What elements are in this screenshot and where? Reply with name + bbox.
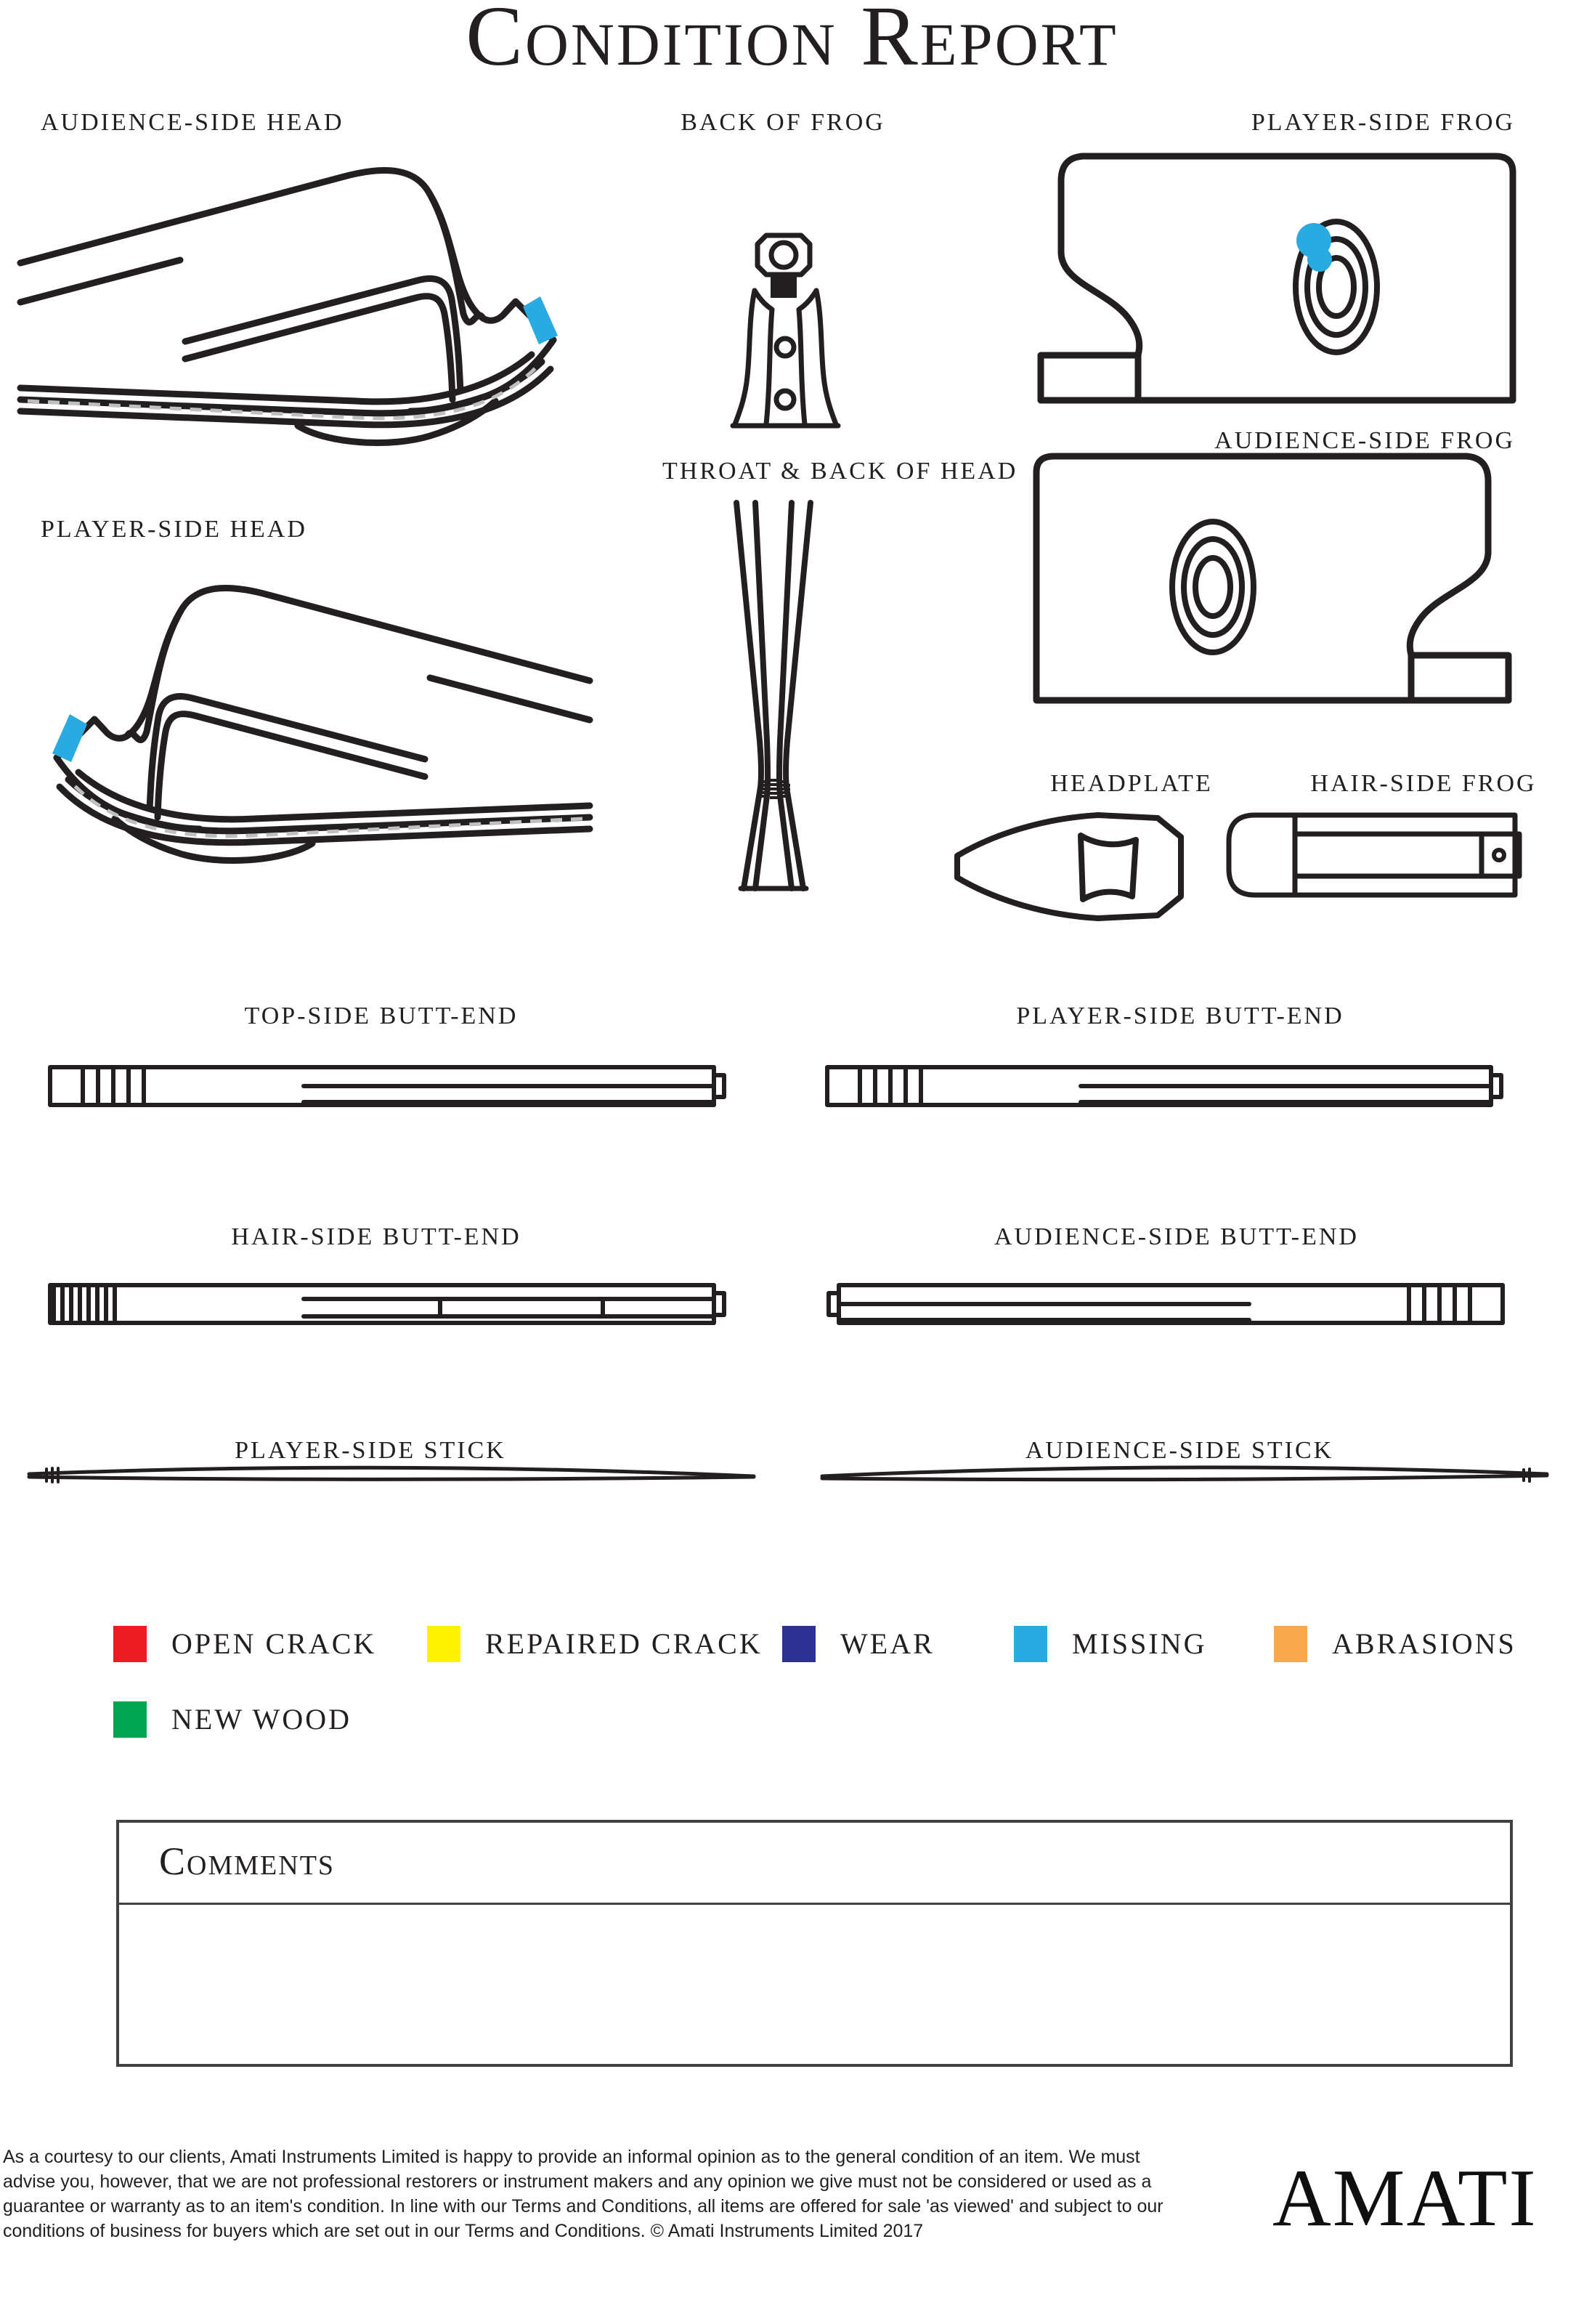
label-back-of-frog: BACK OF FROG (681, 109, 885, 136)
label-headplate: HEADPLATE (1050, 770, 1213, 797)
player-side-head-drawing (18, 563, 596, 875)
label-throat-back-of-head: THROAT & BACK OF HEAD (662, 458, 1018, 485)
audience-side-head-drawing (15, 145, 592, 458)
open-crack-swatch (113, 1626, 147, 1662)
throat-back-of-head-drawing (726, 501, 821, 890)
abrasions-swatch (1274, 1626, 1307, 1662)
legend-label: REPAIRED CRACK (485, 1627, 763, 1660)
hair-side-frog-drawing (1226, 812, 1524, 898)
audience-side-stick-drawing (818, 1462, 1551, 1488)
label-player-side-head: PLAYER-SIDE HEAD (41, 516, 307, 543)
legend-label: ABRASIONS (1332, 1627, 1516, 1660)
player-side-frog-drawing (1028, 149, 1522, 410)
missing-swatch (1014, 1626, 1047, 1662)
legend-label: OPEN CRACK (171, 1627, 377, 1660)
top-side-butt-end-drawing (48, 1065, 728, 1107)
amati-logo: AMATI (1272, 2153, 1538, 2243)
label-hair-side-frog: HAIR-SIDE FROG (1310, 770, 1537, 797)
comments-title: Comments (159, 1839, 336, 1883)
label-player-side-butt-end: PLAYER-SIDE BUTT-END (1016, 1003, 1344, 1029)
wear-swatch (782, 1626, 816, 1662)
comments-header (119, 1823, 1510, 1905)
label-hair-side-butt-end: HAIR-SIDE BUTT-END (231, 1223, 521, 1250)
label-audience-side-stick: AUDIENCE-SIDE STICK (1025, 1437, 1334, 1464)
hair-side-butt-end-drawing (48, 1283, 728, 1325)
audience-side-frog-drawing (1028, 449, 1522, 710)
repaired-crack-swatch (427, 1626, 460, 1662)
label-player-side-frog: PLAYER-SIDE FROG (1251, 109, 1515, 136)
missing-mark (1296, 223, 1332, 272)
throat-hatch-marks (758, 780, 790, 798)
new-wood-swatch (113, 1701, 147, 1738)
label-audience-side-butt-end: AUDIENCE-SIDE BUTT-END (994, 1223, 1359, 1250)
player-side-stick-drawing (25, 1462, 758, 1488)
disclaimer-text: As a courtesy to our clients, Amati Instruments Limited is happy to provide an informal opinion as to the general condition of an item. We must advise you, however, that we are not professional restorers or instrument makers and any opinion we give must not be considered or used as a guarantee or warranty as to an item's condition. In line with our Terms and Conditions, all items are offered for sale 'as viewed' and subject to our conditions of business for buyers which are set out in our Terms and Conditions. © Amati Instruments Limited 2017 (3, 2147, 1163, 2241)
label-player-side-stick: PLAYER-SIDE STICK (235, 1437, 506, 1464)
label-top-side-butt-end: TOP-SIDE BUTT-END (244, 1003, 519, 1029)
page-title: Condition Report (466, 0, 1118, 84)
label-audience-side-frog: AUDIENCE-SIDE FROG (1214, 427, 1515, 454)
audience-side-butt-end-drawing (825, 1283, 1505, 1325)
player-side-butt-end-drawing (825, 1065, 1505, 1107)
legend-label: WEAR (840, 1627, 935, 1660)
legend-label: NEW WOOD (171, 1703, 352, 1736)
headplate-drawing (953, 812, 1187, 921)
back-of-frog-drawing (728, 231, 842, 429)
comments-box (116, 1820, 1513, 2067)
label-audience-side-head: AUDIENCE-SIDE HEAD (41, 109, 344, 136)
comments-input-area[interactable] (119, 1905, 1510, 2065)
legend-label: MISSING (1072, 1627, 1207, 1660)
